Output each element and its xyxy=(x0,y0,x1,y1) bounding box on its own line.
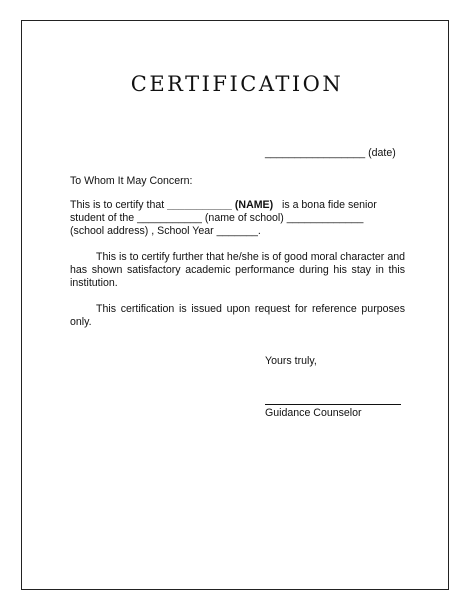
paragraph-3: This certification is issued upon request for reference purposes only. xyxy=(70,303,405,328)
closing: Yours truly, xyxy=(265,355,317,367)
name-label: (NAME) xyxy=(234,199,274,211)
salutation: To Whom It May Concern: xyxy=(70,175,193,187)
name-blank: ___________ xyxy=(167,199,232,211)
paragraph-1-line-1 xyxy=(70,199,377,212)
document-title: CERTIFICATION xyxy=(130,72,344,96)
paragraph-1-line-2: student of the ___________ (name of school) _____________ xyxy=(70,212,364,224)
paragraph-2: This is to certify further that he/she is of good moral character and has shown satisfactory academic performance during his stay in this institution. xyxy=(70,251,405,289)
date-line: _________________ (date) xyxy=(265,147,396,159)
paragraph-1-line-3: (school address) , School Year _______. xyxy=(70,225,261,237)
signature-line xyxy=(265,404,401,405)
line-suffix: is a bona fide senior xyxy=(273,199,377,211)
line-prefix: This is to certify that xyxy=(70,199,168,211)
signature-title: Guidance Counselor xyxy=(265,407,362,419)
